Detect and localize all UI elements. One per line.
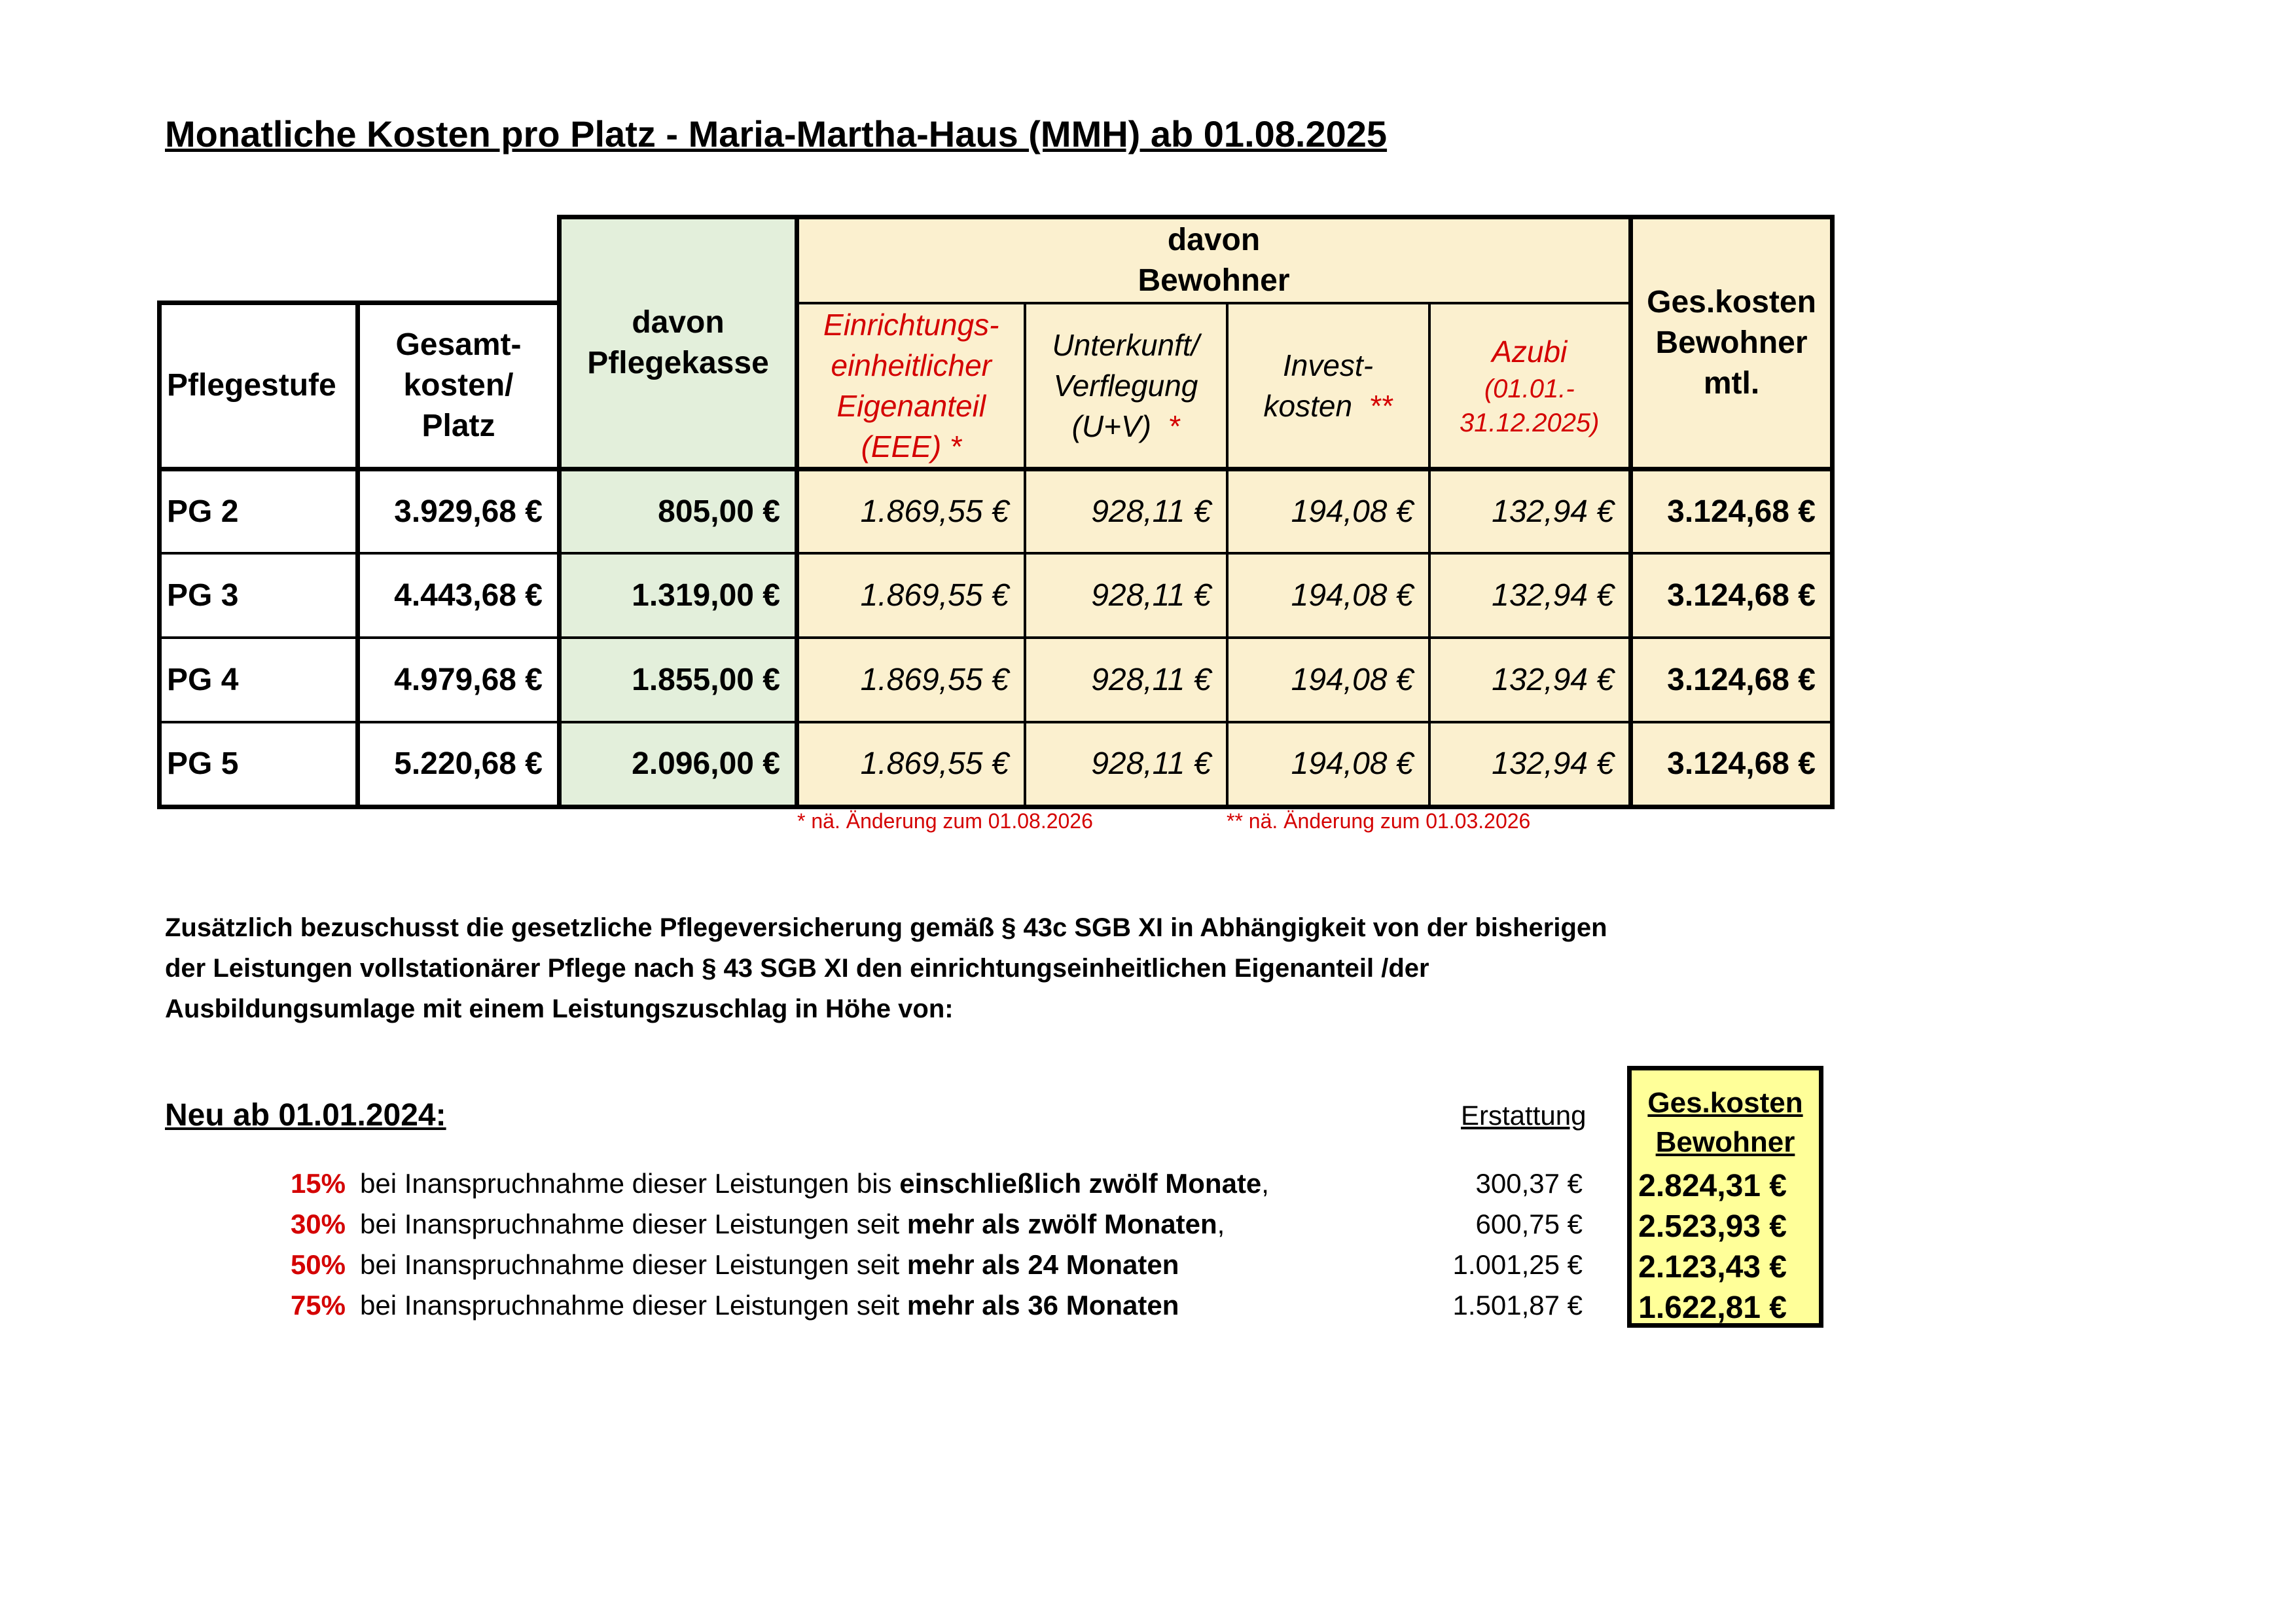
header-gesamtkosten: Gesamt- kosten/ Platz — [358, 303, 560, 469]
cost-table — [157, 215, 1835, 809]
footnote-eee: * nä. Änderung zum 01.08.2026 — [797, 809, 1093, 833]
table-row: PG 3 4.443,68 € 1.319,00 € 1.869,55 € 928,11 € 194,08 € 132,94 € 3.124,68 € — [160, 553, 1833, 638]
header-ges-kosten: Ges.kosten Bewohner mtl. — [1631, 217, 1833, 469]
list-item: 30% bei Inanspruchnahme dieser Leistungen seit mehr als zwölf Monaten, 600,75 € 2.523,93 € — [290, 1209, 1787, 1244]
header-invest: Invest- kosten ** — [1227, 303, 1429, 469]
list-item: 50% bei Inanspruchnahme dieser Leistungen seit mehr als 24 Monaten 1.001,25 € 2.123,43 € — [290, 1249, 1787, 1285]
header-pflegestufe: Pflegestufe — [160, 303, 358, 469]
header-bewohner: davon Bewohner — [797, 217, 1631, 303]
list-item: 75% bei Inanspruchnahme dieser Leistungen seit mehr als 36 Monaten 1.501,87 € 1.622,81 € — [290, 1290, 1787, 1325]
section-heading: Neu ab 01.01.2024: — [165, 1098, 446, 1133]
header-uv: Unterkunft/ Verflegung (U+V) * — [1025, 303, 1227, 469]
table-row: PG 4 4.979,68 € 1.855,00 € 1.869,55 € 928,11 € 194,08 € 132,94 € 3.124,68 € — [160, 638, 1833, 722]
table-row: PG 5 5.220,68 € 2.096,00 € 1.869,55 € 928,11 € 194,08 € 132,94 € 3.124,68 € — [160, 722, 1833, 807]
info-paragraph: Zusätzlich bezuschusst die gesetzliche Pflegeversicherung gemäß § 43c SGB XI in Abhängigkeit von der bisherigen der Leistungen vollstationärer Pflege nach § 43 SGB XI den einrichtungseinheitlichen Eigenanteil /der Ausbildungsumlage mit einem Leistungszuschlag in Höhe von: — [165, 913, 1607, 1023]
header-azubi: Azubi (01.01.- 31.12.2025) — [1429, 303, 1631, 469]
ges-kosten-box-header: Ges.kosten Bewohner — [1647, 1087, 1803, 1158]
header-pflegekasse: davon Pflegekasse — [560, 217, 797, 469]
erstattung-header: Erstattung — [1461, 1100, 1587, 1131]
footnote-invest: ** nä. Änderung zum 01.03.2026 — [1227, 809, 1531, 833]
table-row: PG 2 3.929,68 € 805,00 € 1.869,55 € 928,11 € 194,08 € 132,94 € 3.124,68 € — [160, 469, 1833, 553]
page-title: Monatliche Kosten pro Platz - Maria-Martha-Haus (MMH) ab 01.08.2025 — [165, 113, 1388, 155]
list-item: 15% bei Inanspruchnahme dieser Leistungen bis einschließlich zwölf Monate, 300,37 € 2.824,31 € — [290, 1168, 1787, 1203]
header-eee: Einrichtungs- einheitlicher Eigenanteil (EEE) * — [797, 303, 1025, 469]
